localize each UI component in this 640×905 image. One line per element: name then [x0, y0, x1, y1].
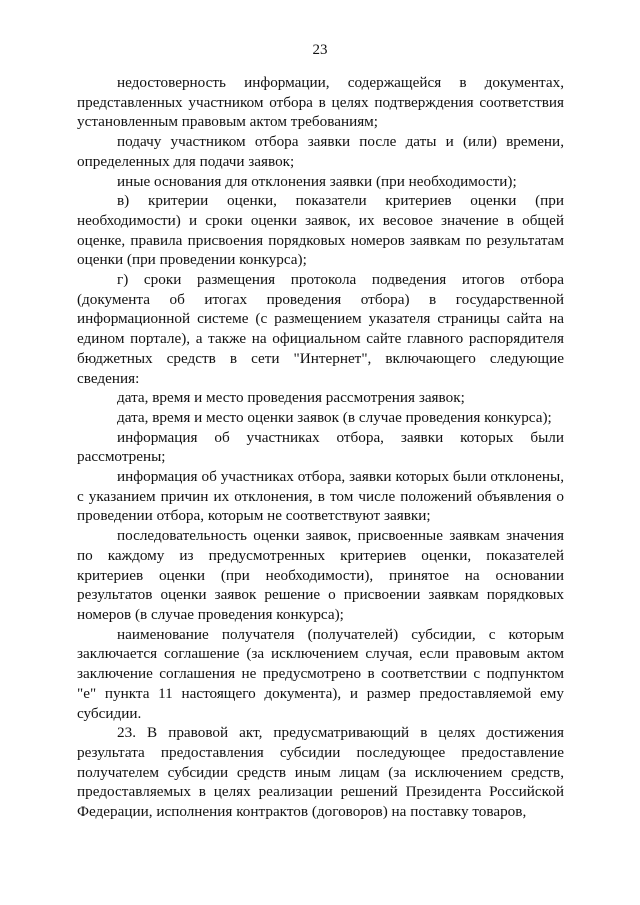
paragraph: информация об участниках отбора, заявки которых были рассмотрены;	[77, 428, 564, 466]
paragraph: 23. В правовой акт, предусматривающий в целях достижения результата предоставления субсидии последующее предоставление получателем субсидии средств иным лицам (за исключением средств, предоставляемых в целях реализации решений Президента Российской Федерации, исполнения контрактов (договоров) на поставку товаров,	[77, 724, 564, 821]
document-body	[77, 73, 564, 822]
paragraph: г) сроки размещения протокола подведения итогов отбора (документа об итогах проведения отбора) в государственной информационной системе (с размещением указателя страницы сайта на едином портале), а также на официальном сайте главного распорядителя бюджетных средств в сети "Интернет", включающего следующие сведения:	[77, 271, 564, 387]
paragraph: информация об участниках отбора, заявки которых были отклонены, с указанием причин их отклонения, в том числе положений объявления о проведении отбора, которым не соответствуют заявки;	[77, 468, 564, 525]
paragraph: последовательность оценки заявок, присвоенные заявкам значения по каждому из предусмотренных критериев оценки, показателей критериев оценки (при необходимости), принятое на основании результатов оценки заявок решение о присвоении заявкам порядковых номеров (в случае проведения конкурса);	[77, 527, 564, 623]
paragraph: подачу участником отбора заявки после даты и (или) времени, определенных для подачи заявок;	[77, 133, 564, 170]
paragraph: дата, время и место оценки заявок (в случае проведения конкурса);	[117, 408, 552, 426]
paragraph: наименование получателя (получателей) субсидии, с которым заключается соглашение (за исключением случая, если правовым актом заключение соглашения не предусмотрено в соответствии с подпунктом "е" пункта 11 настоящего документа), и размер предоставляемой ему субсидии.	[77, 625, 564, 722]
paragraph: иные основания для отклонения заявки (при необходимости);	[117, 172, 517, 190]
paragraph: в) критерии оценки, показатели критериев оценки (при необходимости) и сроки оценки заявок, их весовое значение в общей оценке, правила присвоения порядковых номеров заявкам по результатам оценки (при проведении конкурса);	[77, 192, 564, 269]
paragraph: дата, время и место проведения рассмотрения заявок;	[117, 389, 465, 407]
page-number: 23	[312, 42, 328, 58]
paragraph: недостоверность информации, содержащейся в документах, представленных участником отбора в целях подтверждения соответствия установленным правовым актом требованиям;	[77, 74, 564, 131]
